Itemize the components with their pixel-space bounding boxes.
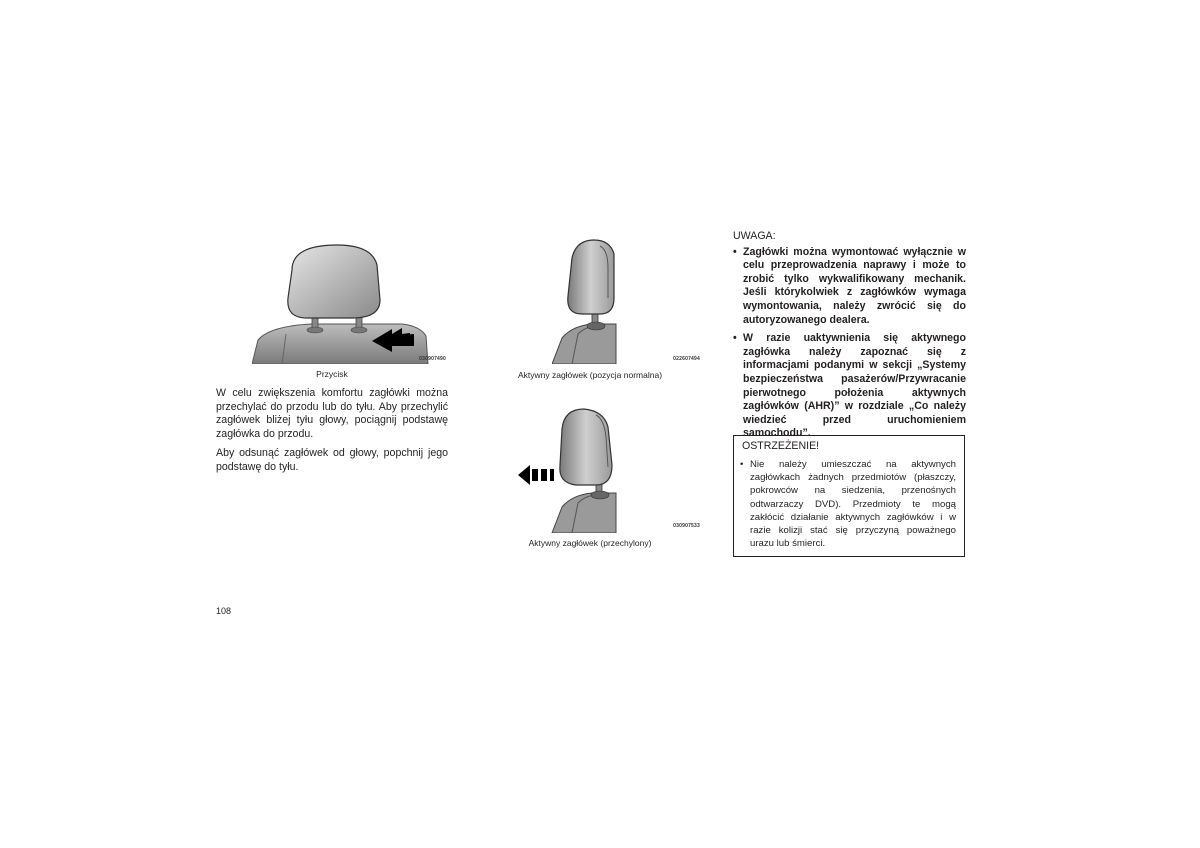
notes-title: UWAGA: [733,230,776,242]
left-body-text [216,387,448,481]
figure-headrest-normal [552,238,702,364]
headrest-side-tilted-illustration [512,405,702,533]
figure-caption: Aktywny zagłówek (przechylony) [528,538,652,548]
page-number: 108 [216,606,232,616]
notes-list [733,246,966,441]
headrest-side-normal-illustration [552,238,702,364]
headrest-front-illustration [252,240,450,364]
figure-headrest-tilted [512,405,702,533]
warning-list [738,458,956,550]
list-item: • Zagłówki można wymontować wyłącznie w celu przeprowadzenia naprawy i może to zrobić tylko wykwalifikowany mechanik. Jeśli którykolwiek z zagłówków wymaga wymontowania, należy zwrócić się do autoryzowanego dealera. [733,246,966,328]
figure-code: 030907490 [419,356,446,362]
paragraph: Aby odsunąć zagłówek od głowy, popchnij jego podstawę do tyłu. [216,447,448,473]
figure-caption: Aktywny zagłówek (pozycja normalna) [517,370,663,380]
figure-button [252,240,450,364]
list-item: • W razie uaktywnienia się aktywnego zagłówka należy zapoznać się z informacjami podanymi w sekcji „Systemy bezpieczeństwa pasażerów/Przywracanie pierwotnego położenia aktywnych zagłówków (AHR)” w rozdziale „Co należy wiedzieć przed uruchomieniem samochodu”. [733,332,966,441]
paragraph: W celu zwiększenia komfortu zagłówki można przechylać do przodu lub do tyłu. Aby przechylić zagłówek bliżej tyłu głowy, pociągnij podstawę zagłówka do przodu. [216,387,448,440]
figure-code: 022607494 [673,356,700,362]
warning-title: OSTRZEŻENIE! [742,440,820,452]
figure-caption: Przycisk [316,369,348,379]
figure-code: 030907533 [673,523,700,529]
notes-section [733,230,966,446]
list-item: • Nie należy umieszczać na aktywnych zagłówkach żadnych przedmiotów (płaszczy, pokrowców na siedzenia, przenośnych odtwarzaczy DVD). Przedmioty te mogą zakłócić działanie aktywnych zagłówków i w razie kolizji stać się przyczyną poważnego urazu lub śmierci. [738,458,956,550]
warning-box [733,435,965,557]
